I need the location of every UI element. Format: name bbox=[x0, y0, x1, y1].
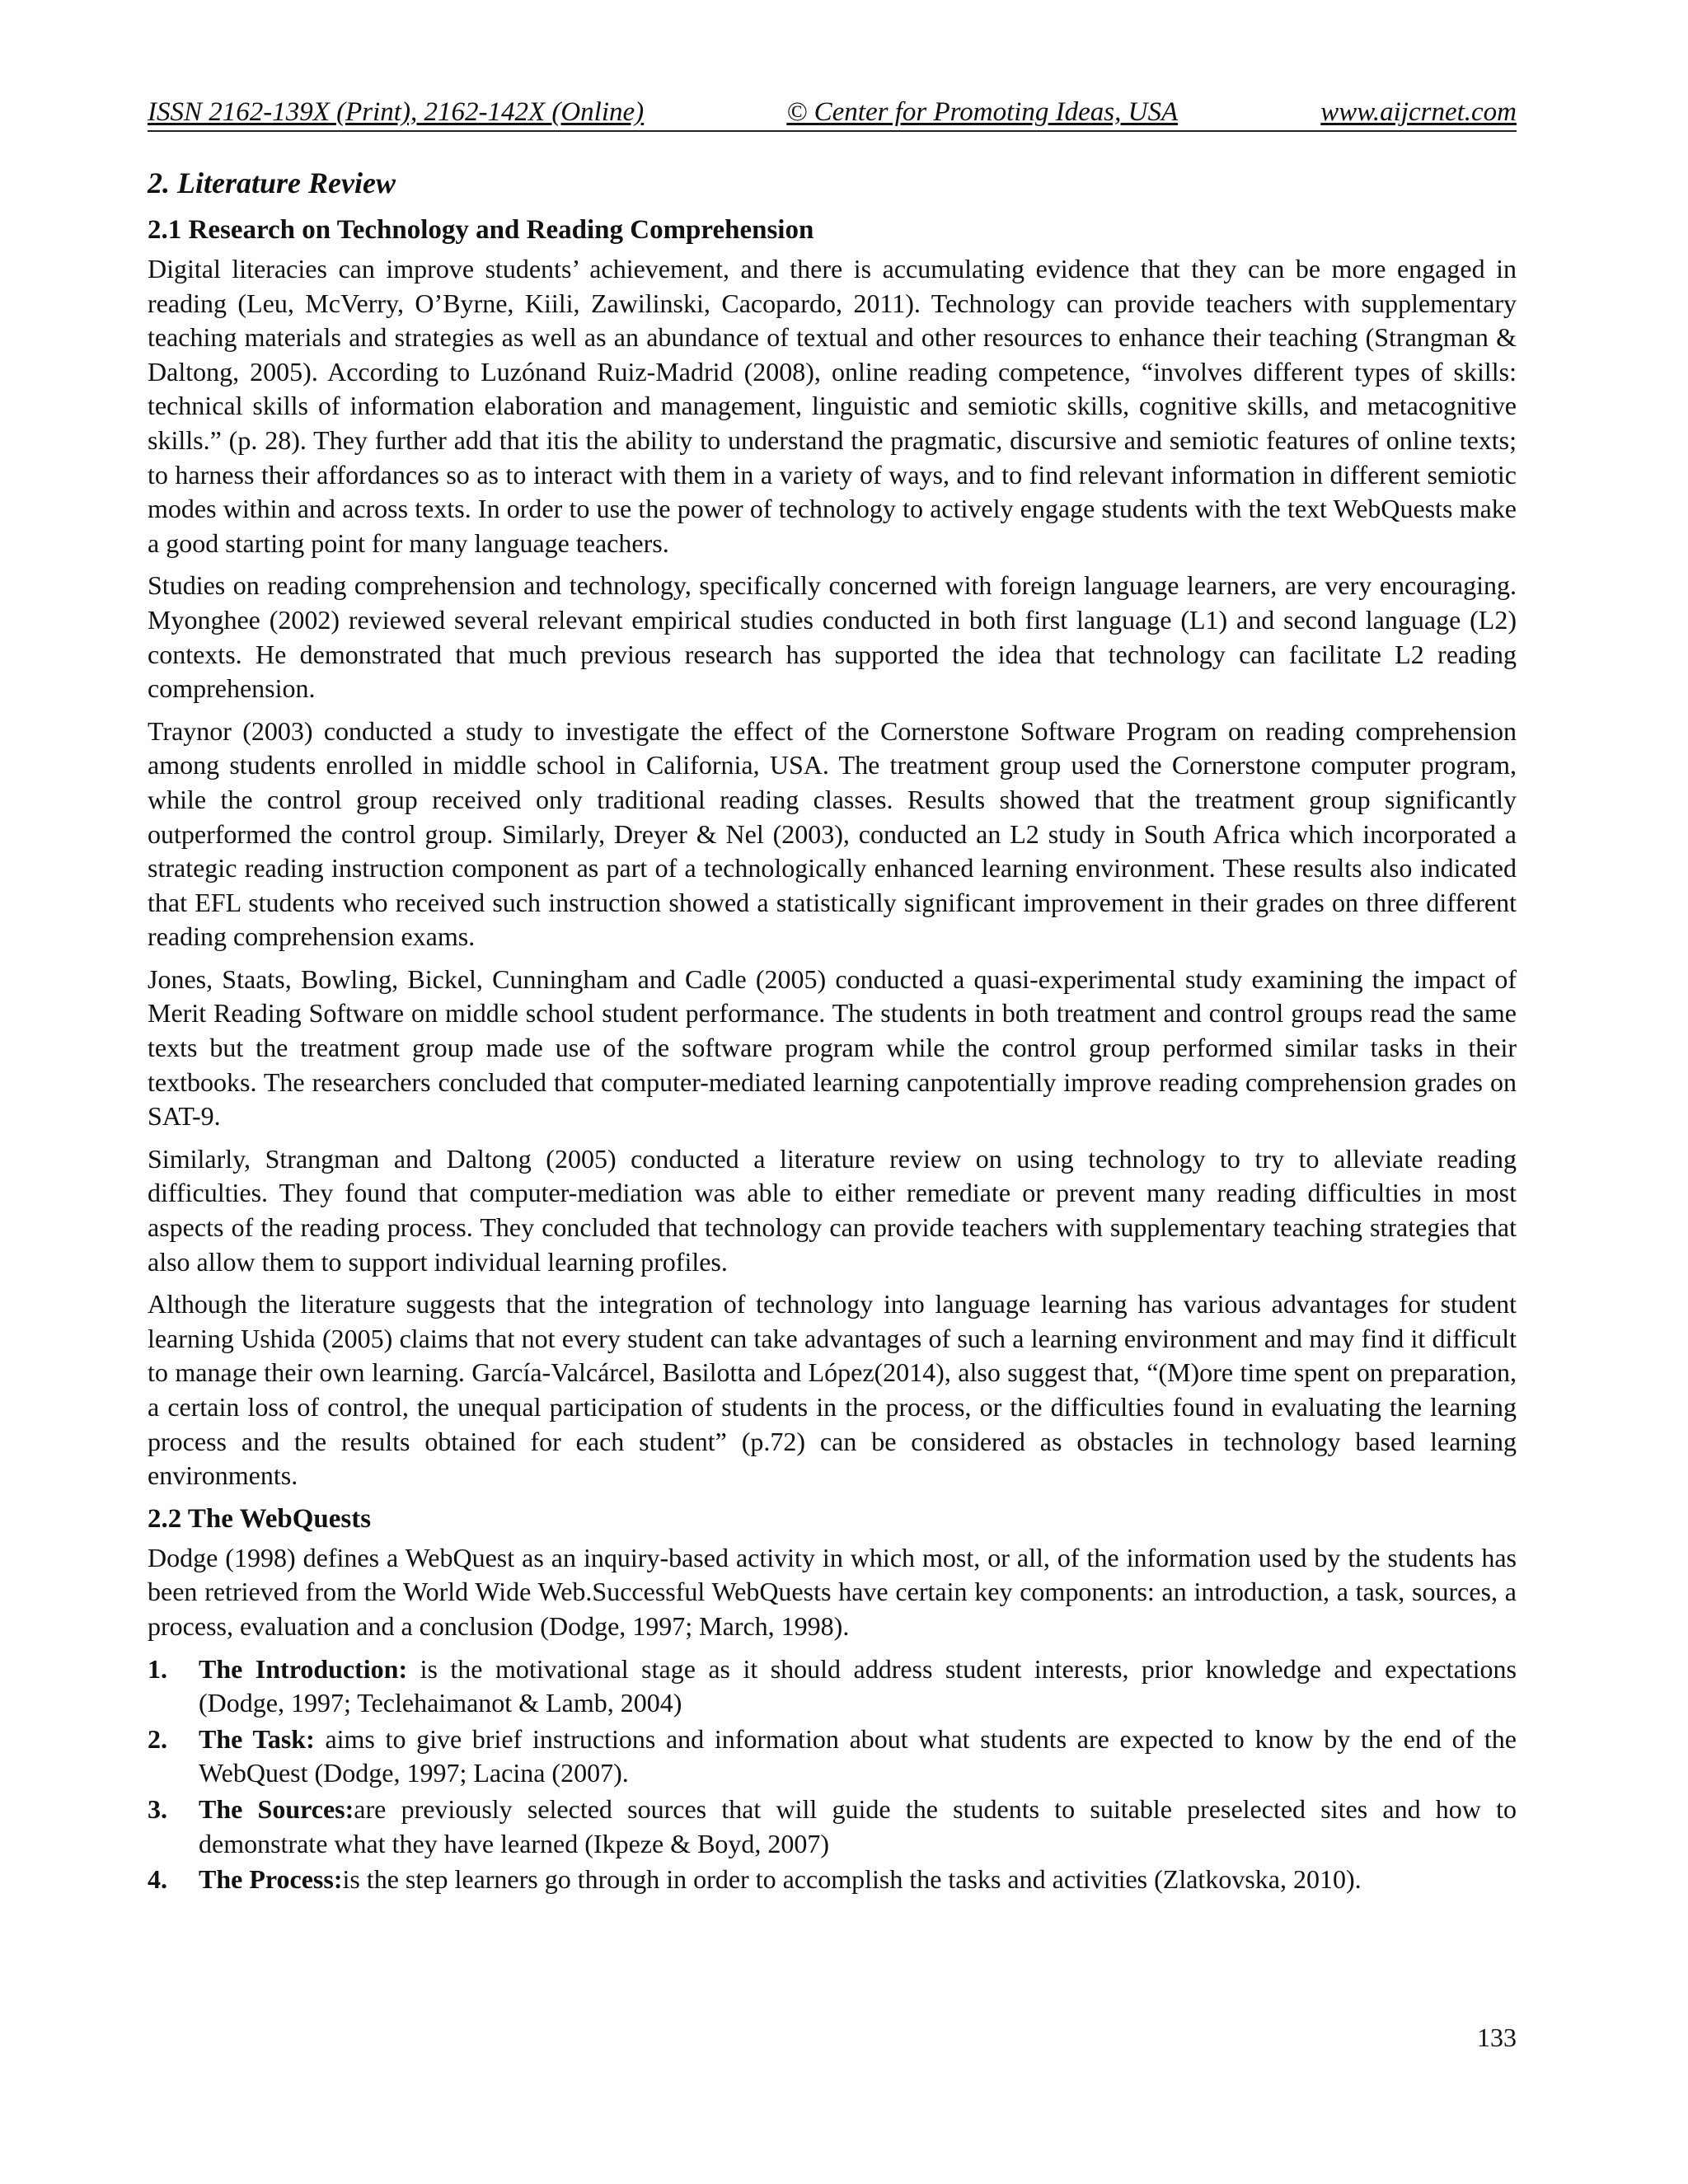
running-header bbox=[148, 96, 1517, 132]
list-item-term: The Sources: bbox=[199, 1793, 354, 1824]
page-number: 133 bbox=[1477, 2022, 1517, 2052]
paragraph-strangman: Similarly, Strangman and Daltong (2005) conducted a literature review on using technology to try to alleviate reading difficulties. They found that computer-mediation was able to either remediate or prevent many reading difficulties in most aspects of the reading process. They concluded that technology can provide teachers with supplementary teaching strategies that also allow them to support individual learning profiles. bbox=[148, 1143, 1517, 1277]
paragraph-obstacles: Although the literature suggests that the integration of technology into language learning has various advantages for student learning Ushida (2005) claims that not every student can take advantages of such a learning environment and may find it difficult to manage their own learning. García-Valcárcel, Basilotta and López(2014), also suggest that, “(M)ore time spent on preparation, a certain loss of control, the unequal participation of students in the process, or the difficulties found in evaluating the learning process and the results obtained for each student” (p.72) can be considered as obstacles in technology based learning environments. bbox=[148, 1289, 1517, 1491]
list-item bbox=[148, 1793, 1517, 1861]
header-website: www.aijcrnet.com bbox=[1320, 97, 1517, 127]
list-item-body bbox=[199, 1863, 1517, 1897]
paragraph-digital-literacies: Digital literacies can improve students’ achievement, and there is accumulating evidence that they can be more engaged in reading (Leu, McVerry, O’Byrne, Kiili, Zawilinski, Cacopardo, 2011). Technology can provide teachers with supplementary teaching materials and strategies as well as an abundance of textual and other resources to enhance their teaching (Strangman & Daltong, 2005). According to Luzónand Ruiz-Madrid (2008), online reading competence, “involves different types of skills: technical skills of information elaboration and management, linguistic and semiotic skills, cognitive skills, and metacognitive skills.” (p. 28). They further add that itis the ability to understand the pragmatic, discursive and semiotic features of online texts; to harness their affordances so as to interact with them in a variety of ways, and to find relevant information in different semiotic modes within and across texts. In order to use the power of technology to actively engage students with the text WebQuests make a good starting point for many language teachers. bbox=[148, 254, 1517, 558]
list-item-text: are previously selected sources that will guide the students to suitable preselected sites and how to demonstrate what they have learned (Ikpeze & Boyd, 2007) bbox=[199, 1793, 1517, 1858]
header-issn: ISSN 2162-139X (Print), 2162-142X (Online) bbox=[148, 97, 645, 127]
paragraph-traynor: Traynor (2003) conducted a study to investigate the effect of the Cornerstone Software Program on reading comprehension among students enrolled in middle school in California, USA. The treatment group used the Cornerstone computer program, while the control group received only traditional reading classes. Results showed that the treatment group significantly outperformed the control group. Similarly, Dreyer & Nel (2003), conducted an L2 study in South Africa which incorporated a strategic reading instruction component as part of a technologically enhanced learning environment. These results also indicated that EFL students who received such instruction showed a statistically significant improvement in their grades on three different reading comprehension exams. bbox=[148, 715, 1517, 952]
list-item bbox=[148, 1652, 1517, 1721]
section-title: 2. Literature Review bbox=[148, 166, 396, 199]
paragraph-reading-studies: Studies on reading comprehension and technology, specifically concerned with foreign language learners, are very encouraging. Myonghee (2002) reviewed several relevant empirical studies conducted in both first language (L1) and second language (L2) contexts. He demonstrated that much previous research has supported the idea that technology can facilitate L2 reading comprehension. bbox=[148, 570, 1517, 704]
list-item-body bbox=[199, 1722, 1517, 1791]
list-item-number: 1. bbox=[148, 1653, 167, 1684]
paragraph-webquest-definition: Dodge (1998) defines a WebQuest as an inquiry-based activity in which most, or all, of the information used by the students has been retrieved from the World Wide Web.Successful WebQuests have certain key components: an introduction, a task, sources, a process, evaluation and a conclusion (Dodge, 1997; March, 1998). bbox=[148, 1542, 1517, 1641]
list-item-number: 4. bbox=[148, 1864, 167, 1895]
list-item-term: The Task: bbox=[199, 1723, 315, 1754]
subsection-title-webquests: 2.2 The WebQuests bbox=[148, 1503, 372, 1534]
list-item bbox=[148, 1863, 1517, 1897]
subsection-title-research: 2.1 Research on Technology and Reading Comprehension bbox=[148, 215, 814, 245]
header-publisher: © Center for Promoting Ideas, USA bbox=[786, 97, 1179, 127]
list-item-text: is the step learners go through in order to accomplish the tasks and activities (Zlatkovska, 2010). bbox=[342, 1864, 1362, 1895]
list-item-body bbox=[199, 1652, 1517, 1721]
list-item-text: aims to give brief instructions and information about what students are expected to know by the end of the WebQuest (Dodge, 1997; Lacina (2007). bbox=[199, 1723, 1517, 1788]
list-item-number: 2. bbox=[148, 1723, 167, 1754]
paragraph-jones: Jones, Staats, Bowling, Bickel, Cunningham and Cadle (2005) conducted a quasi-experimental study examining the impact of Merit Reading Software on middle school student performance. The students in both treatment and control groups read the same texts but the treatment group made use of the software program while the control group performed similar tasks in their textbooks. The researchers concluded that computer-mediated learning canpotentially improve reading comprehension grades on SAT-9. bbox=[148, 963, 1517, 1132]
list-item-term: The Introduction: bbox=[199, 1653, 408, 1684]
list-item bbox=[148, 1722, 1517, 1791]
list-item-text: is the motivational stage as it should address student interests, prior knowledge and expectations (Dodge, 1997; Teclehaimanot & Lamb, 2004) bbox=[199, 1653, 1517, 1718]
list-item-number: 3. bbox=[148, 1793, 167, 1824]
list-item-term: The Process: bbox=[199, 1864, 343, 1895]
journal-page bbox=[148, 96, 1517, 2052]
webquest-components-list bbox=[148, 1652, 1517, 1897]
list-item-body bbox=[199, 1793, 1517, 1861]
